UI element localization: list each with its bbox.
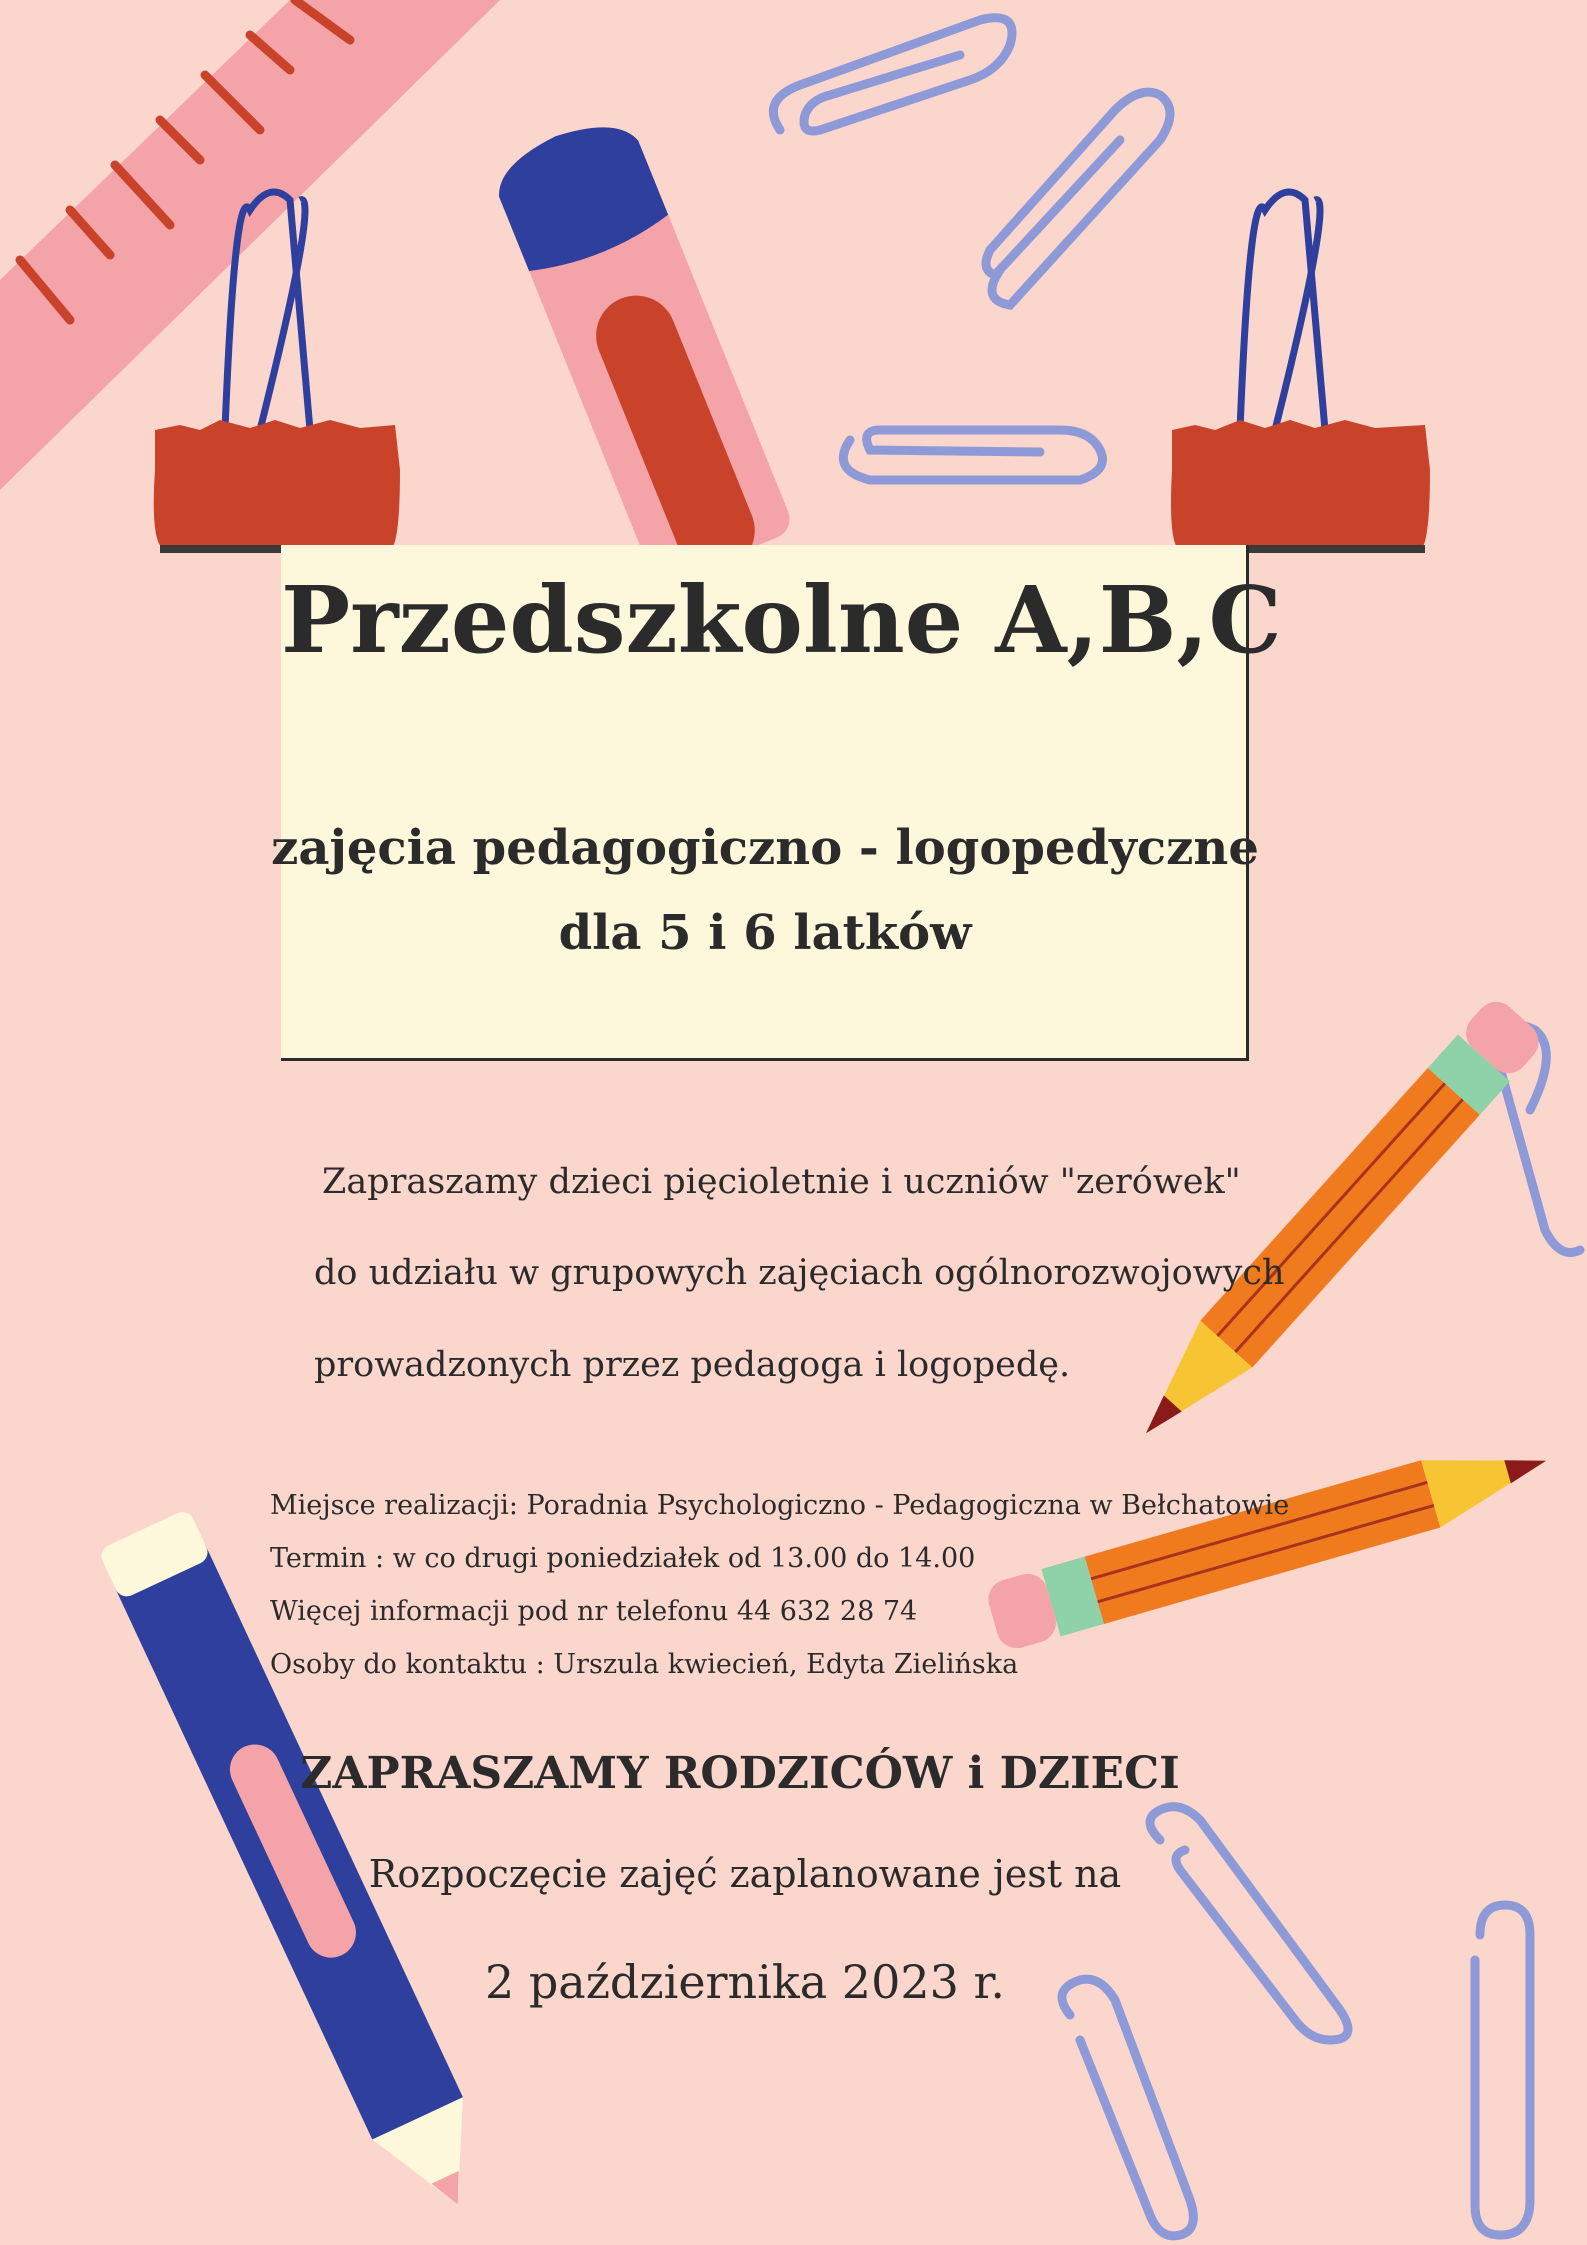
- start-text: Rozpoczęcie zajęć zaplanowane jest na: [368, 1852, 1122, 1896]
- body-line-3: prowadzonych przez pedagoga i logopedę.: [314, 1345, 1071, 1385]
- ruler-icon: [0, 0, 500, 490]
- info-schedule: Termin : w co drugi poniedziałek od 13.00 do 14.00: [270, 1543, 976, 1574]
- subtitle-line-1: zajęcia pedagogiczno - logopedyczne: [271, 820, 1259, 876]
- pencil-orange-2-icon: [984, 1427, 1556, 1653]
- page-title: Przedszkolne A,B,C: [281, 566, 1282, 674]
- pencil-orange-1-icon: [1120, 994, 1547, 1457]
- body-line-1: Zapraszamy dzieci pięcioletnie i uczniów "zerówek": [322, 1162, 1241, 1202]
- subtitle-line-2: dla 5 i 6 latków: [558, 905, 972, 961]
- start-date: 2 października 2023 r.: [484, 1955, 1006, 2009]
- info-phone: Więcej informacji pod nr telefonu 44 632 28 74: [270, 1596, 918, 1627]
- info-contacts: Osoby do kontaktu : Urszula kwiecień, Edyta Zielińska: [270, 1649, 1019, 1680]
- marker-icon: [486, 108, 799, 595]
- binder-clip-right-icon: [1171, 192, 1430, 553]
- invite-heading: ZAPRASZAMY RODZICÓW i DZIECI: [300, 1748, 1180, 1799]
- body-line-2: do udziału w grupowych zajęciach ogólnorozwojowych: [314, 1253, 1285, 1293]
- info-location: Miejsce realizacji: Poradnia Psychologiczno - Pedagogiczna w Bełchatowie: [270, 1490, 1290, 1521]
